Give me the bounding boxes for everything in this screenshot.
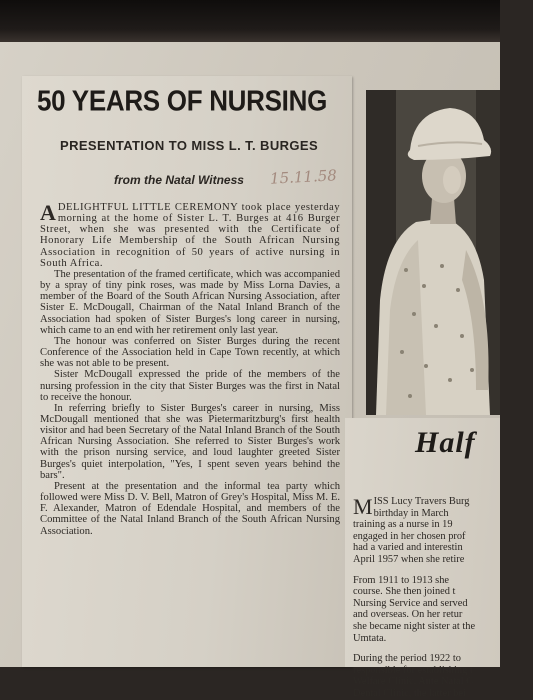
clipping-subheadline: PRESENTATION TO MISS L. T. BURGES — [60, 138, 319, 153]
article-line: Welfare Clinic, Ante Natal C — [353, 676, 474, 688]
drop-cap: M — [353, 494, 373, 519]
article-line: and overseas. On her retur — [353, 609, 463, 621]
article-line: course. She then joined t — [353, 586, 456, 598]
clipping-headline: 50 YEARS OF NURSING — [37, 84, 327, 117]
article-line: Dental Clinic, the latter bei — [353, 687, 466, 699]
portrait-illustration — [366, 90, 500, 415]
article-line: training as a nurse in 19 — [353, 519, 453, 531]
article-paragraph: In referring briefly to Sister Burges's career in nursing, Miss McDougall mentioned that she was Pietermaritzburg's first health visitor and had been Secretary of the Natal Inland Branch of the South African Nursing Association. She referred to Sister Burges's work with the prison nursing service, and loud laughter greeted Sister Burges's quiet interpolation, "Yes, I spent seven years behind the bars". — [40, 402, 340, 481]
drop-cap: A — [40, 200, 56, 225]
article-line: April 1957 when she retire — [353, 553, 465, 565]
picture-frame-edge — [0, 0, 500, 42]
portrait-photo — [366, 90, 500, 415]
article-line: From 1911 to 1913 she — [353, 574, 450, 586]
article-line: During the period 1922 to — [353, 653, 461, 665]
article-line: ISS Lucy Travers Burg — [373, 496, 470, 507]
article-line: Umtata. — [353, 632, 387, 644]
handwritten-date: 15.11.58 — [269, 166, 338, 188]
article-line: Nursing Service and served — [353, 597, 468, 609]
article-line: engaged in her chosen prof — [353, 530, 466, 542]
article-body — [40, 202, 340, 537]
secondary-article-body — [353, 496, 533, 700]
article-line: birthday in March — [373, 507, 449, 519]
article-paragraph: Sister McDougall expressed the pride of the members of the nursing profession in the city that Sister Burges was the first in Natal to receive the honour. — [40, 369, 340, 403]
article-paragraph: The honour was conferred on Sister Burges during the recent Conference of the Association held in Cape Town recently, at which she was not able to be present. — [40, 335, 340, 370]
article-line: she became night sister at the — [353, 620, 476, 632]
clipping-source: from the Natal Witness — [114, 173, 244, 187]
article-paragraph: Present at the presentation and the informal tea party which followed were Miss D. V. Bell, Matron of Grey's Hospital, Miss M. E. F. Alexander, Matron of Edendale Hospital, and members of the Committee of the Natal Inland Branch of the South African Nursing Association. — [40, 480, 340, 537]
newspaper-clipping-main — [22, 76, 352, 667]
article-paragraph: ADELIGHTFUL LITTLE CEREMONY took place yesterday morning at the home of Sister L. T. Burges at 416 Burger Street, when she was presented with the Certificate of Honorary Life Membership of the South African Nursing Association in recognition of 50 years of active nursing in South Africa. — [40, 200, 340, 269]
secondary-headline: Half — [415, 426, 476, 459]
newspaper-clipping-secondary — [345, 418, 500, 699]
article-paragraph: The presentation of the framed certificate, which was accompanied by a spray of tiny pink roses, was made by Miss Lorna Davies, a member of the Board of the South African Nursing Association, after Sister E. McDougall, Chairman of the Natal Inland Branch of the Association had spoken of Sister Burges's long career in nursing, which came to an end with her retirement only last year. — [40, 268, 340, 336]
article-line: responsible for establishing t — [353, 664, 473, 676]
article-line: had a varied and interestin — [353, 542, 463, 554]
